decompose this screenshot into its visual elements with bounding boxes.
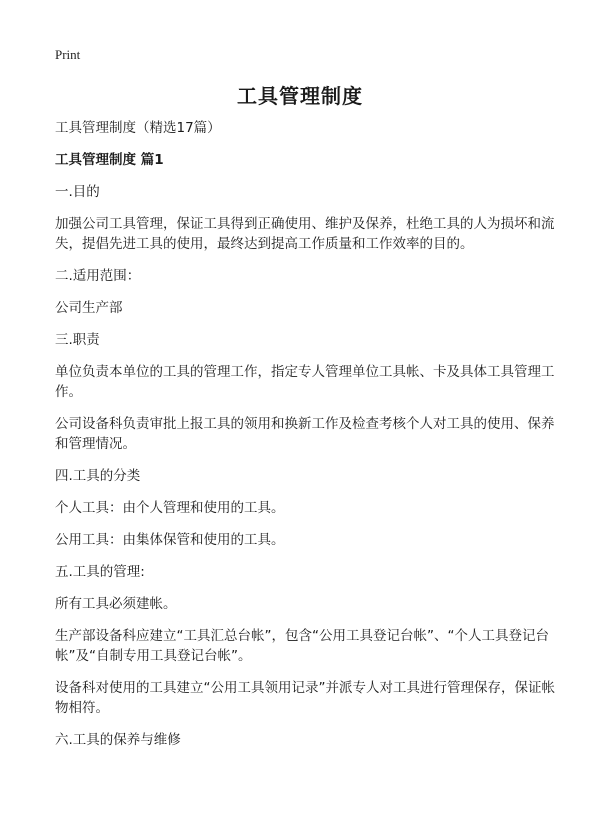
- paragraph: 一.目的: [55, 184, 100, 200]
- page-title: 工具管理制度: [237, 84, 363, 108]
- paragraph: 设备科对使用的工具建立“公用工具领用记录”并派专人对工具进行管理保存，保证帐物相符。: [55, 680, 555, 716]
- paragraph: 公司设备科负责审批上报工具的领用和换新工作及检查考核个人对工具的使用、保养和管理情况。: [55, 416, 555, 452]
- print-link[interactable]: Print: [55, 47, 81, 62]
- document-body: [55, 118, 555, 762]
- section-heading: 工具管理制度 篇1: [55, 152, 164, 168]
- paragraph-subtitle: 工具管理制度（精选17篇）: [55, 120, 221, 136]
- paragraph: 公司生产部: [55, 300, 123, 316]
- paragraph: 六.工具的保养与维修: [55, 732, 181, 748]
- paragraph: 三.职责: [55, 332, 100, 348]
- paragraph: 五.工具的管理:: [55, 564, 145, 580]
- paragraph: 个人工具：由个人管理和使用的工具。: [55, 500, 285, 516]
- paragraph: 公用工具：由集体保管和使用的工具。: [55, 532, 285, 548]
- paragraph: 所有工具必须建帐。: [55, 596, 177, 612]
- paragraph: 单位负责本单位的工具的管理工作，指定专人管理单位工具帐、卡及具体工具管理工作。: [55, 364, 555, 400]
- paragraph: 加强公司工具管理，保证工具得到正确使用、维护及保养，杜绝工具的人为损坏和流失，提倡先进工具的使用，最终达到提高工作质量和工作效率的目的。: [55, 216, 555, 252]
- paragraph: 生产部设备科应建立“工具汇总台帐”，包含“公用工具登记台帐”、“个人工具登记台帐”及“自制专用工具登记台帐”。: [55, 628, 549, 664]
- paragraph: 二.适用范围：: [55, 268, 141, 284]
- paragraph: 四.工具的分类: [55, 468, 141, 484]
